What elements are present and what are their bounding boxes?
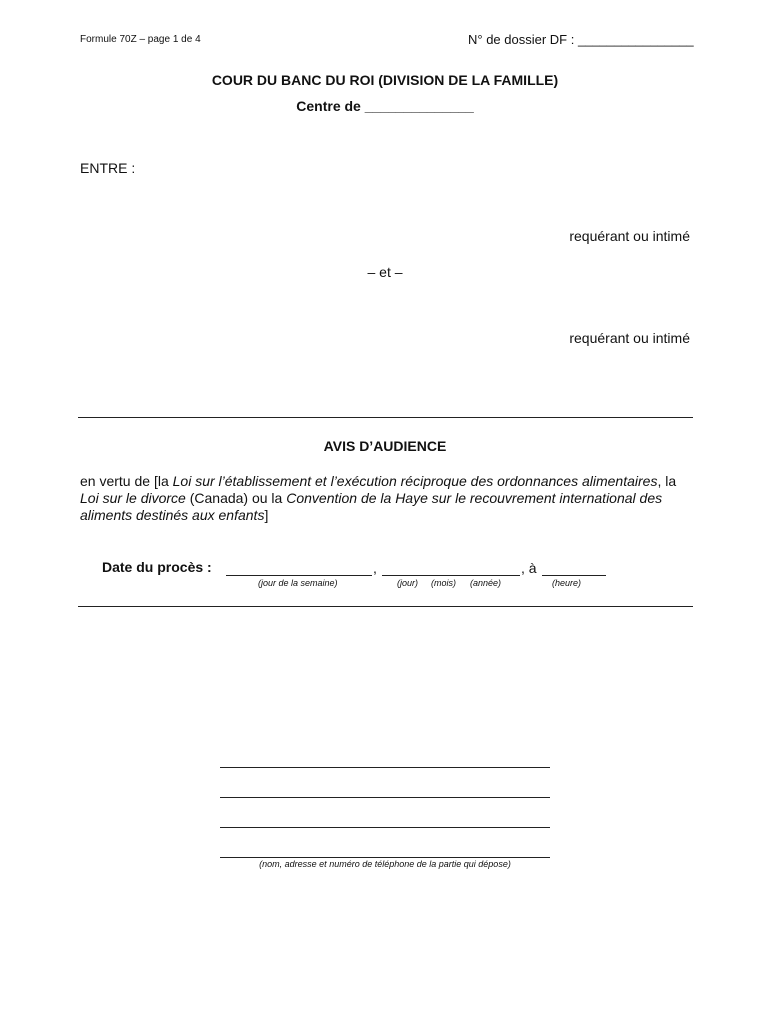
legal-basis-text-1: en vertu de [la [80,473,173,489]
legal-basis-text-4: ] [264,507,269,523]
filing-party-line-1[interactable] [220,767,550,768]
time-field[interactable] [542,575,606,576]
trial-date-label: Date du procès : [102,559,212,575]
notice-title: AVIS D’AUDIENCE [323,438,447,454]
form-id: Formule 70Z – page 1 de 4 [80,34,201,45]
law-divorce: Loi sur le divorce [80,490,186,506]
hint-month: (mois) [431,578,456,588]
filing-party-caption: (nom, adresse et numéro de téléphone de la partie qui dépose) [259,859,511,869]
party2-role: requérant ou intimé [569,330,690,346]
law-hague-convention: Convention de la Haye sur le recouvrement international des aliments destinés aux enfants [80,490,663,523]
hint-time: (heure) [552,578,582,588]
filing-party-line-3[interactable] [220,827,550,828]
weekday-field[interactable] [226,575,372,576]
party1-role: requérant ou intimé [569,228,690,244]
between-label: ENTRE : [80,160,136,176]
filing-party-line-2[interactable] [220,797,550,798]
hint-year: (année) [470,578,502,588]
comma-separator: , [373,560,377,576]
legal-basis-text-3: (Canada) ou la [185,490,287,506]
hint-weekday: (jour de la semaine) [258,578,338,588]
centre-field[interactable]: Centre de ______________ [296,98,474,114]
at-separator: , à [521,560,537,576]
date-field[interactable] [382,575,520,576]
divider-bottom [78,606,693,607]
parties-separator: – et – [367,264,403,280]
hint-day: (jour) [397,578,419,588]
legal-basis-text-2: , la [657,473,677,489]
notice-legal-basis [80,473,680,524]
file-number-field[interactable]: N° de dossier DF : ________________ [468,32,694,47]
court-name: COUR DU BANC DU ROI (DIVISION DE LA FAMILLE) [211,72,559,88]
divider-top [78,417,693,418]
law-reciprocal: Loi sur l’établissement et l’exécution réciproque des ordonnances alimentaires [172,473,658,489]
filing-party-line-4[interactable] [220,857,550,858]
